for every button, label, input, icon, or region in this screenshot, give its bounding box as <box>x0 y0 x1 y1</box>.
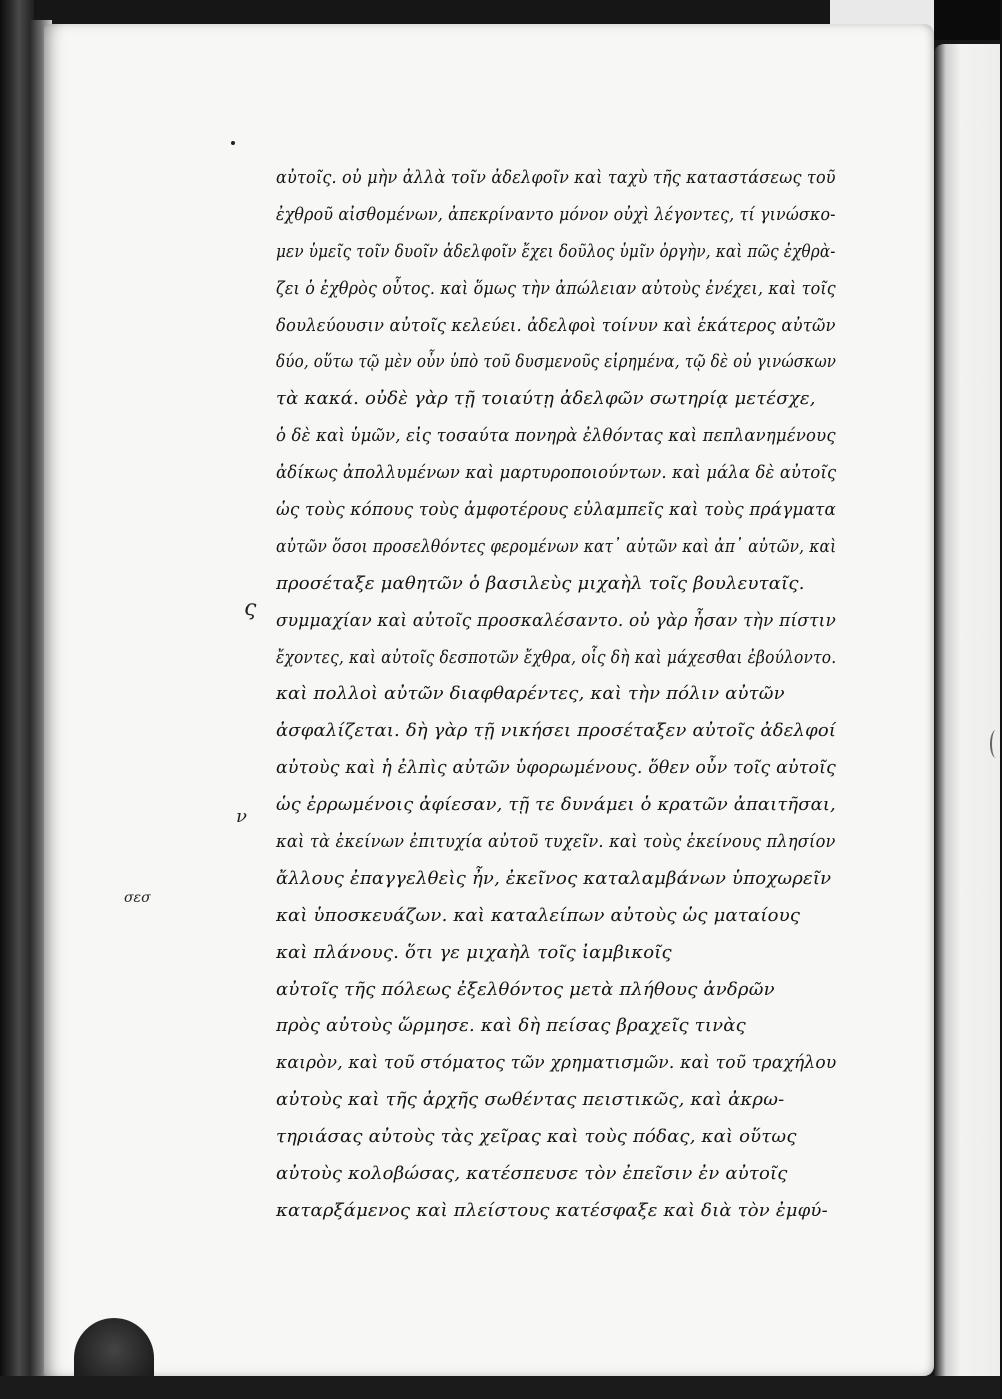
next-leaf-edge <box>934 44 1000 1394</box>
manuscript-line: καταρξάμενος καὶ πλείστους κατέσφαξε καὶ διὰ τὸν ἐμφύ- <box>276 1199 828 1221</box>
manuscript-line: μεν ὑμεῖς τοῖν δυοῖν ἀδελφοῖν ἔχει δοῦλος ὑμῖν ὀργὴν, καὶ πῶς ἐχθρὰ- <box>276 240 836 262</box>
manuscript-line: αὐτοῖς. οὐ μὴν ἀλλὰ τοῖν ἀδελφοῖν καὶ ταχὺ τῆς καταστάσεως τοῦ <box>276 167 836 188</box>
ink-dot <box>231 141 235 145</box>
manuscript-line: ἀσφαλίζεται. δὴ γὰρ τῇ νικήσει προσέταξεν αὐτοῖς ἀδελφοί <box>276 720 837 742</box>
manuscript-line: ὁ δὲ καὶ ὑμῶν, εἰς τοσαύτα πονηρὰ ἐλθόντας καὶ πεπλανημένους <box>276 425 836 447</box>
manuscript-line: τηριάσας αὐτοὺς τὰς χεῖρας καὶ τοὺς πόδας, καὶ οὕτως <box>276 1126 797 1148</box>
manuscript-line: συμμαχίαν καὶ αὐτοῖς προσκαλέσαντο. οὐ γὰρ ἦσαν τὴν πίστιν <box>276 609 836 631</box>
manuscript-line: αὐτοῖς τῆς πόλεως ἐξελθόντος μετὰ πλήθους ἀνδρῶν <box>276 978 775 1000</box>
manuscript-line: προσέταξε μαθητῶν ὁ βασιλεὺς μιχαὴλ τοῖς βουλευταῖς. <box>276 572 805 594</box>
manuscript-line: αὐτοὺς καὶ ἡ ἐλπὶς αὐτῶν ὑφορωμένους. ὅθεν οὖν τοῖς αὐτοῖς <box>276 757 837 779</box>
manuscript-text-block <box>276 160 836 1230</box>
margin-mark: ς <box>244 596 257 621</box>
manuscript-line: αὐτοὺς καὶ τῆς ἀρχῆς σωθέντας πειστικῶς, καὶ ἀκρω- <box>276 1089 785 1111</box>
scan-bottom-band <box>0 1376 1000 1399</box>
manuscript-line: ὡς ἐρρωμένοις ἀφίεσαν, τῇ τε δυνάμει ὁ κρατῶν ἀπαιτῆσαι, <box>276 794 836 816</box>
manuscript-line: δουλεύουσιν αὐτοῖς κελεύει. ἀδελφοὶ τοίνυν καὶ ἑκάτερος αὐτῶν <box>276 314 836 336</box>
margin-mark: ν <box>236 806 247 827</box>
manuscript-line: ἀδίκως ἀπολλυμένων καὶ μαρτυροποιούντων. καὶ μάλα δὲ αὐτοῖς <box>276 462 837 484</box>
manuscript-line: καιρὸν, καὶ τοῦ στόματος τῶν χρηματισμῶν. καὶ τοῦ τραχήλου <box>276 1052 837 1074</box>
manuscript-line: ἐχθροῦ αἰσθομένων, ἀπεκρίναντο μόνον οὐχὶ λέγοντες, τί γινώσκο- <box>276 203 836 225</box>
manuscript-line: ἄλλους ἐπαγγελθεὶς ἦν, ἐκεῖνος καταλαμβάνων ὑποχωρεῖν <box>276 867 832 889</box>
manuscript-line: καὶ τὰ ἐκείνων ἐπιτυχία αὐτοῦ τυχεῖν. καὶ τοὺς ἐκείνους πλησίον <box>276 831 836 853</box>
margin-note: σεσ <box>124 890 151 906</box>
manuscript-line: ζει ὁ ἐχθρὸς οὗτος. καὶ ὅμως τὴν ἀπώλειαν αὐτοὺς ἐνέχει, καὶ τοῖς <box>276 277 836 299</box>
manuscript-line: καὶ ὑποσκευάζων. καὶ καταλείπων αὐτοὺς ὡς ματαίους <box>276 904 801 926</box>
scan-backdrop-corner <box>934 0 1000 40</box>
manuscript-line: ὡς τοὺς κόπους τοὺς ἀμφοτέρους εὐλαμπεῖς καὶ τοὺς πράγματα <box>276 499 837 521</box>
manuscript-line: πρὸς αὐτοὺς ὥρμησε. καὶ δὴ πείσας βραχεῖς τινὰς <box>276 1015 746 1037</box>
next-leaf-ink-mark <box>990 730 1002 758</box>
manuscript-line: καὶ πλάνους. ὅτι γε μιχαὴλ τοῖς ἰαμβικοῖς <box>276 941 672 963</box>
manuscript-line: ἔχοντες, καὶ αὐτοῖς δεσποτῶν ἔχθρα, οἷς δὴ καὶ μάχεσθαι ἐβούλοντο. <box>276 646 837 668</box>
manuscript-line: αὐτοὺς κολοβώσας, κατέσπευσε τὸν ἐπεῖσιν ἐν αὐτοῖς <box>276 1163 788 1185</box>
manuscript-line: τὰ κακά. οὐδὲ γὰρ τῇ τοιαύτῃ ἀδελφῶν σωτηρίᾳ μετέσχε, <box>276 388 816 410</box>
manuscript-line: καὶ πολλοὶ αὐτῶν διαφθαρέντες, καὶ τὴν πόλιν αὐτῶν <box>276 683 785 705</box>
manuscript-line: αὐτῶν ὅσοι προσελθόντες φερομένων κατ᾽ αὐτῶν καὶ ἀπ᾽ αὐτῶν, καὶ <box>276 535 837 557</box>
manuscript-line: δύο, οὕτω τῷ μὲν οὖν ὑπὸ τοῦ δυσμενοῦς εἰρημένα, τῷ δὲ οὐ γινώσκων <box>276 351 837 373</box>
book-fore-edge <box>0 0 34 1399</box>
